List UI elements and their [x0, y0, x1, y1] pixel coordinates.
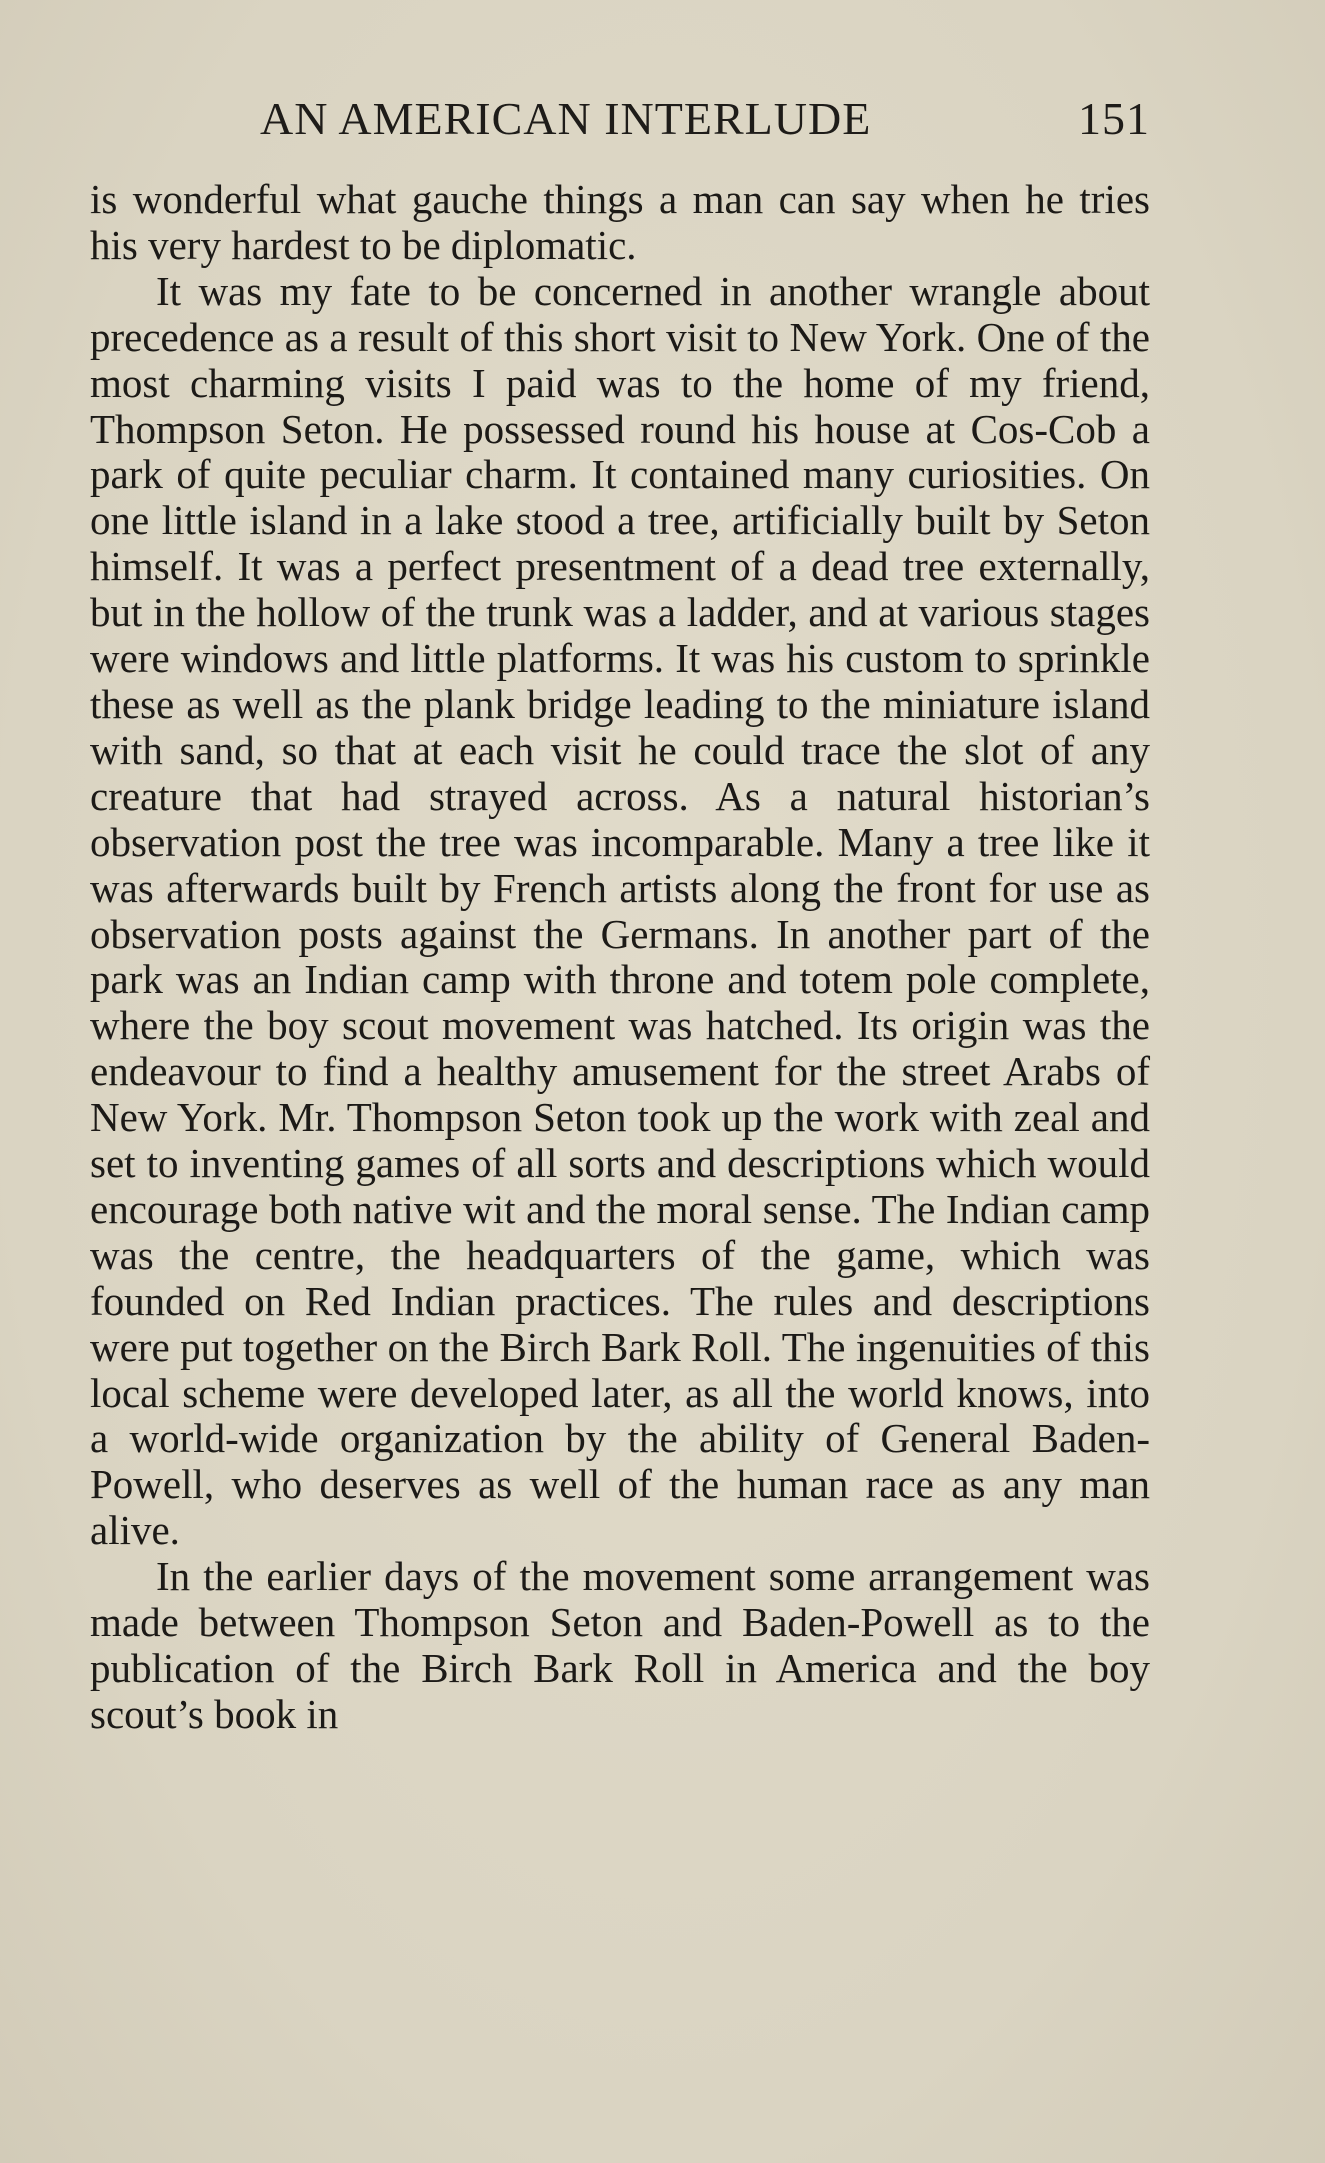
page-number: 151	[1078, 93, 1150, 144]
paragraph-earlier-days: In the earlier days of the movement some arrangement was made between Thompson Seton and Baden-Powell as to the publication of the Birch Bark Roll in America and the boy scout’s book in	[90, 1553, 1150, 1737]
paragraph-seton-visit: It was my fate to be concerned in another wrangle about precedence as a result of this short visit to New York. One of the most charming visits I paid was to the home of my friend, Thompson Seton. He possessed round his house at Cos-Cob a park of quite peculiar charm. It contained many curiosities. On one little island in a lake stood a tree, artificially built by Seton himself. It was a perfect presentment of a dead tree externally, but in the hollow of the trunk was a ladder, and at various stages were windows and little platforms. It was his custom to sprinkle these as well as the plank bridge leading to the miniature island with sand, so that at each visit he could trace the slot of any creature that had strayed across. As a natural historian’s observation post the tree was incomparable. Many a tree like it was afterwards built by French artists along the front for use as observation posts against the Germans. In another part of the park was an Indian camp with throne and totem pole complete, where the boy scout movement was hatched. Its origin was the endeavour to find a healthy amusement for the street Arabs of New York. Mr. Thompson Seton took up the work with zeal and set to inventing games of all sorts and descriptions which would encourage both native wit and the moral sense. The Indian camp was the centre, the headquarters of the game, which was founded on Red Indian practices. The rules and descriptions were put together on the Birch Bark Roll. The ingenuities of this local scheme were developed later, as all the world knows, into a world-wide organization by the ability of General Baden-Powell, who deserves as well of the human race as any man alive.	[90, 267, 1150, 1554]
paragraph-continuation: is wonderful what gauche things a man can say when he tries his very hardest to be diplomatic.	[90, 176, 1150, 268]
body-text	[90, 177, 1150, 1738]
page-header	[90, 92, 1150, 152]
running-head: AN AMERICAN INTERLUDE	[260, 93, 872, 144]
